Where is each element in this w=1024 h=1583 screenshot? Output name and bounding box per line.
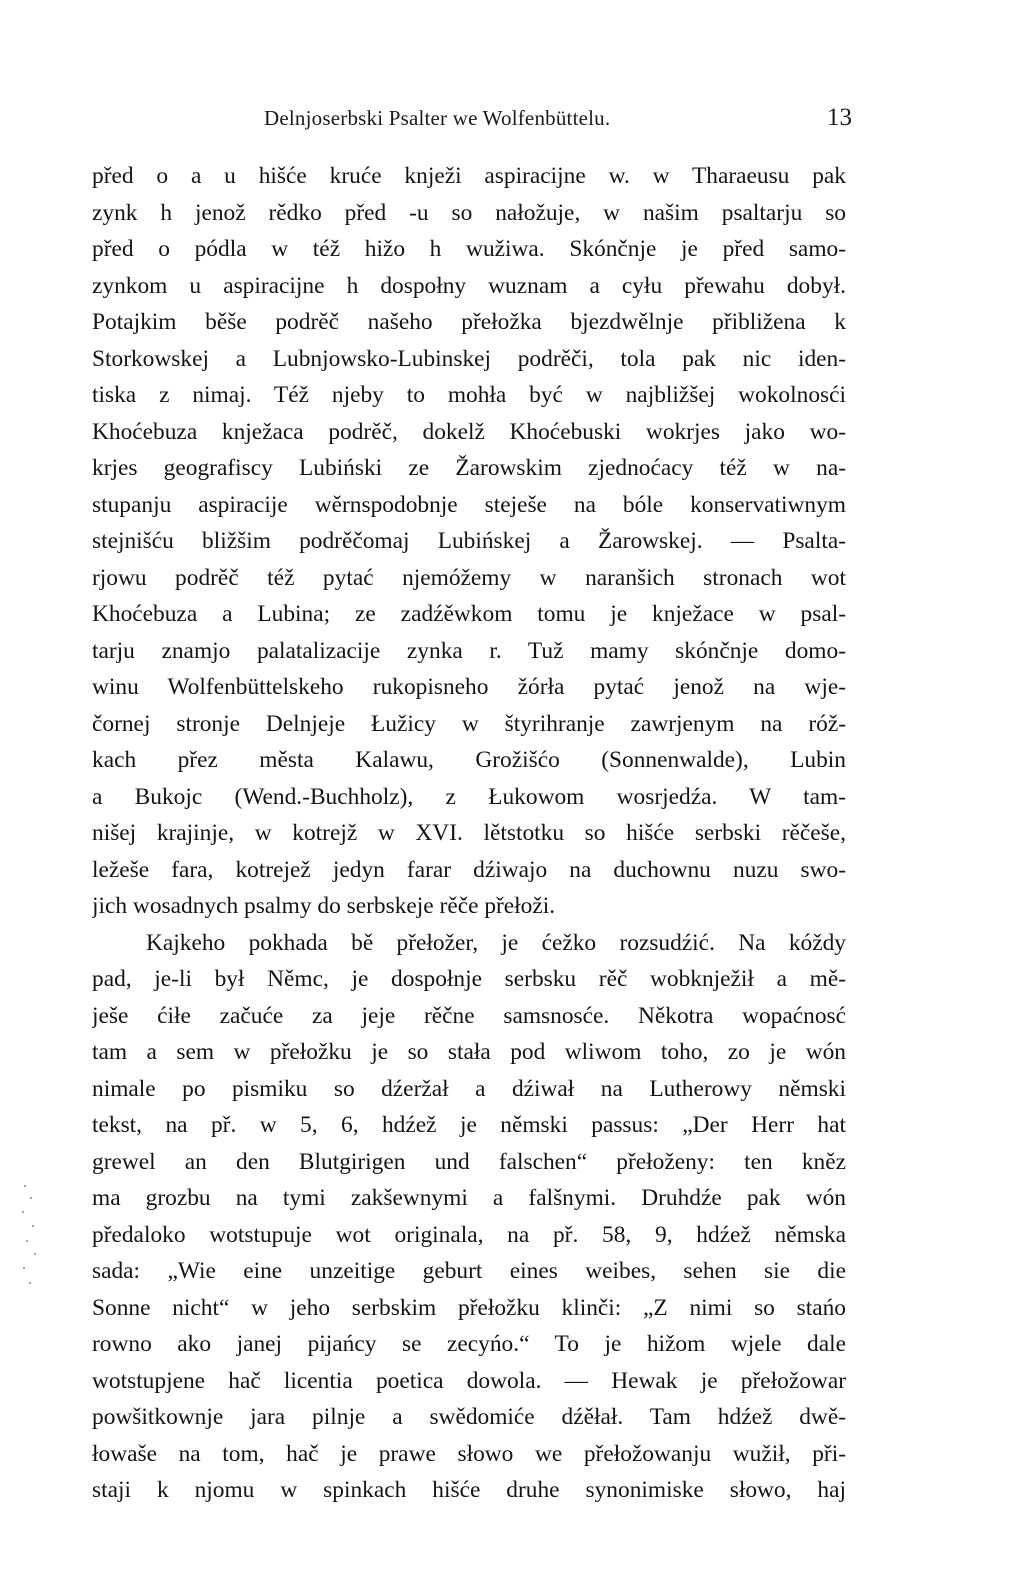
text-line: łowaše na tom, hač je prawe słowo we přełožowanju wužił, při- [92,1440,846,1467]
text-line: Khoćebuza knježaca podrěč, dokelž Khoćebuski wokrjes jako wo- [92,418,846,445]
text-line: Kajkeho pokhada bě přełožer, je ćežko rozsudźić. Na kóždy [146,929,846,956]
running-head [92,106,852,136]
text-line: grewel an den Blutgirigen und falschen“ přełoženy: ten kněz [92,1148,846,1175]
text-line: wotstupjene hač licentia poetica dowola. — Hewak je přełožowar [92,1367,846,1394]
text-line: čornej stronje Delnjeje Łužicy w štyrihranje zawrjenym na róž- [92,710,846,737]
text-line: tam a sem w přełožku je so stała pod wliwom toho, zo je wón [92,1039,846,1065]
text-line: stupanju aspiracije wěrnspodobnje steješe na bóle konservatiwnym [92,491,846,518]
text-line: rowno ako janej pijańcy se zecyńo.“ To je hižom wjele dale [92,1331,846,1357]
text-line: tarju znamjo palatalizacije zynka r. Tuž mamy skónčnje domo- [92,637,846,664]
margin-specks [20,1185,40,1295]
running-title: Delnjoserbski Psalter we Wolfenbüttelu. [264,106,611,130]
text-line: rjowu podrěč též pytać njemóžemy w naranšich stronach wot [92,564,846,591]
text-line: kach přez města Kalawu, Grožišćo (Sonnenwalde), Lubin [92,747,846,773]
text-line: před o a u hišće kruće knježi aspiracijne w. w Tharaeusu pak [92,163,846,189]
text-line: powšitkownje jara pilnje a swědomiće dźěłał. Tam hdźež dwě- [92,1404,846,1430]
text-line: jich wosadnych psalmy do serbskeje rěče přełoži. [92,893,556,919]
body-text [92,158,846,1509]
text-line: ješe ćiłe začuće za jeje rěčne samsnosće. Někotra wopaćnosć [92,1002,846,1029]
text-line: tiska z nimaj. Též njeby to mohła być w najbližšej wokolnosći [92,382,846,408]
text-line: pad, je-li był Němc, je dospołnje serbsku rěč wobknježił a mě- [92,966,846,992]
text-line: krjes geografiscy Lubiński ze Žarowskim zjednoćacy též w na- [92,455,846,481]
text-line: tekst, na př. w 5, 6, hdźež je němski passus: „Der Herr hat [92,1112,846,1138]
text-line: zynkom u aspiracijne h dospołny wuznam a cyłu přewahu dobył. [92,272,846,299]
text-line: sada: „Wie eine unzeitige geburt eines weibes, sehen sie die [92,1258,846,1284]
text-line: stejnišću bližšim podrěčomaj Lubińskej a Žarowskej. — Psalta- [92,528,846,554]
text-line: nišej krajinje, w kotrejž w XVI. lětstotku so hišće serbski rěčeše, [92,820,846,846]
text-line: před o pódla w též hižo h wužiwa. Skónčnje je před samo- [92,236,846,262]
text-line: ma grozbu na tymi zakšewnymi a falšnymi. Druhdźe pak wón [92,1185,846,1211]
text-line: winu Wolfenbüttelskeho rukopisneho žórła pytać jenož na wje- [92,674,846,700]
text-line: předaloko wotstupuje wot originala, na př. 58, 9, hdźež němska [92,1221,846,1248]
text-line: Khoćebuza a Lubina; ze zadźěwkom tomu je knježace w psal- [92,601,846,627]
text-line: Potajkim běše podrěč našeho přełožka bjezdwělnje přibližena k [92,309,846,335]
text-line: staji k njomu w spinkach hišće druhe synonimiske słowo, haj [92,1477,846,1503]
text-line: ležeše fara, kotrejež jedyn farar dźiwajo na duchownu nuzu swo- [92,856,846,883]
page-number: 13 [827,104,852,131]
text-line: Sonne nicht“ w jeho serbskim přełožku klinči: „Z nimi so stańo [92,1294,846,1321]
text-line: Storkowskej a Lubnjowsko-Lubinskej podrěči, tola pak nic iden- [92,345,846,372]
text-line: a Bukojc (Wend.-Buchholz), z Łukowom wosrjedźa. W tam- [92,783,846,810]
text-line: zynk h jenož rědko před -u so nałožuje, w našim psaltarju so [92,199,846,226]
text-line: nimale po pismiku so dźeržał a dźiwał na Lutherowy němski [92,1075,846,1102]
